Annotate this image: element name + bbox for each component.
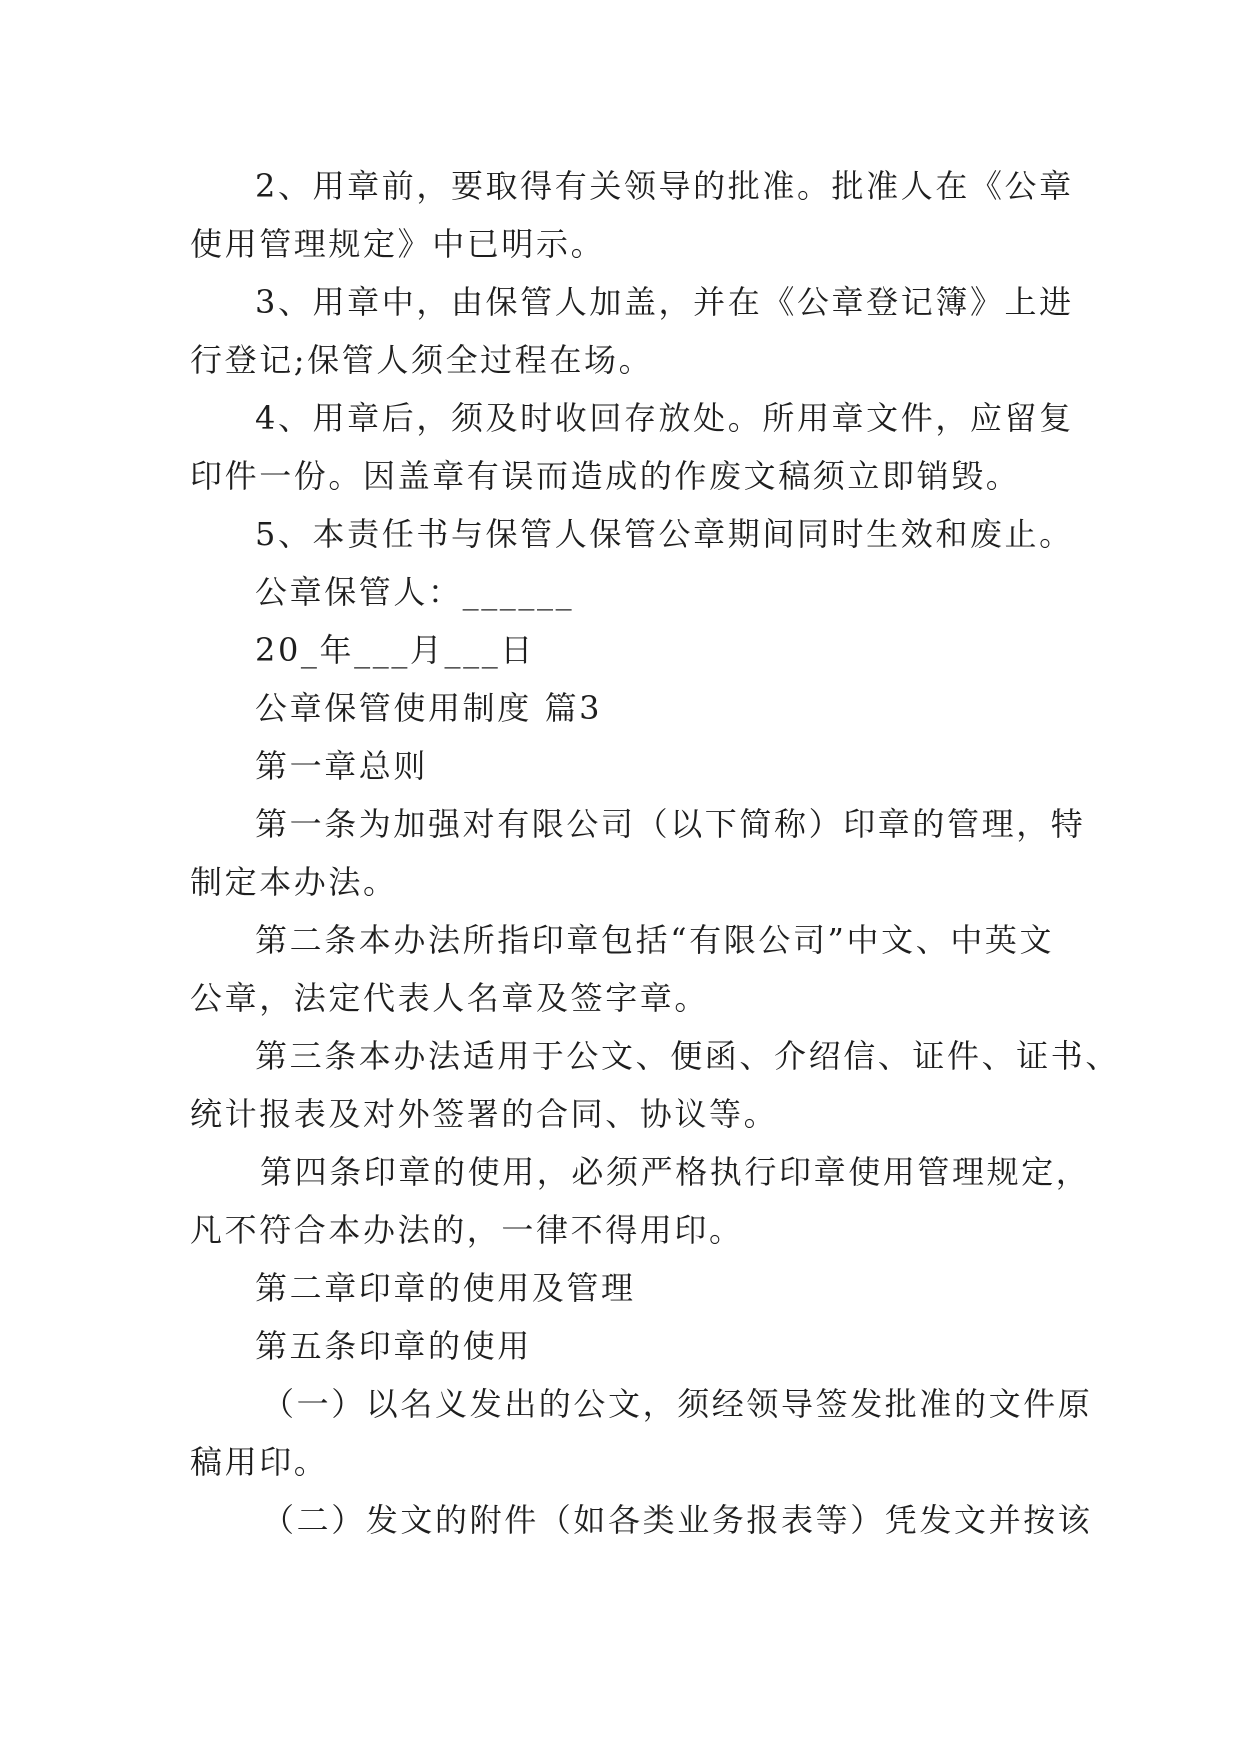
chapter-heading: 第一章总则: [255, 747, 429, 785]
signature-field: 公章保管人：______: [255, 573, 575, 611]
text-line: 第一条为加强对有限公司（以下简称）印章的管理，特: [255, 805, 1086, 843]
text-line: 使用管理规定》中已明示。: [190, 225, 606, 263]
chapter-heading: 第二章印章的使用及管理: [255, 1269, 636, 1307]
text-line: 稿用印。: [190, 1443, 329, 1481]
text-line: 4、用章后，须及时收回存放处。所用章文件，应留复: [255, 399, 1074, 437]
text-line: 5、本责任书与保管人保管公章期间同时生效和废止。: [255, 515, 1074, 553]
date-field: 20_年___月___日: [255, 631, 535, 669]
text-line: 制定本办法。: [190, 863, 398, 901]
text-line: 凡不符合本办法的，一律不得用印。: [190, 1211, 744, 1249]
text-line: 公章，法定代表人名章及签字章。: [190, 979, 710, 1017]
text-line: 第二条本办法所指印章包括“有限公司”中文、中英文: [255, 921, 1055, 959]
text-line: 统计报表及对外签署的合同、协议等。: [190, 1095, 779, 1133]
text-line: 3、用章中，由保管人加盖，并在《公章登记簿》上进: [255, 283, 1074, 321]
text-line: 2、用章前，要取得有关领导的批准。批准人在《公章: [255, 167, 1074, 205]
text-line: 第三条本办法适用于公文、便函、介绍信、证件、证书、: [255, 1037, 1121, 1075]
text-line: 行登记;保管人须全过程在场。: [190, 341, 654, 379]
text-line: 第四条印章的使用，必须严格执行印章使用管理规定，: [260, 1153, 1091, 1191]
text-line: （二）发文的附件（如各类业务报表等）凭发文并按该: [262, 1501, 1093, 1539]
text-line: 第五条印章的使用: [255, 1327, 532, 1365]
text-line: 印件一份。因盖章有误而造成的作废文稿须立即销毁。: [190, 457, 1021, 495]
section-title: 公章保管使用制度 篇3: [255, 689, 603, 727]
text-line: （一）以名义发出的公文，须经领导签发批准的文件原: [262, 1385, 1093, 1423]
